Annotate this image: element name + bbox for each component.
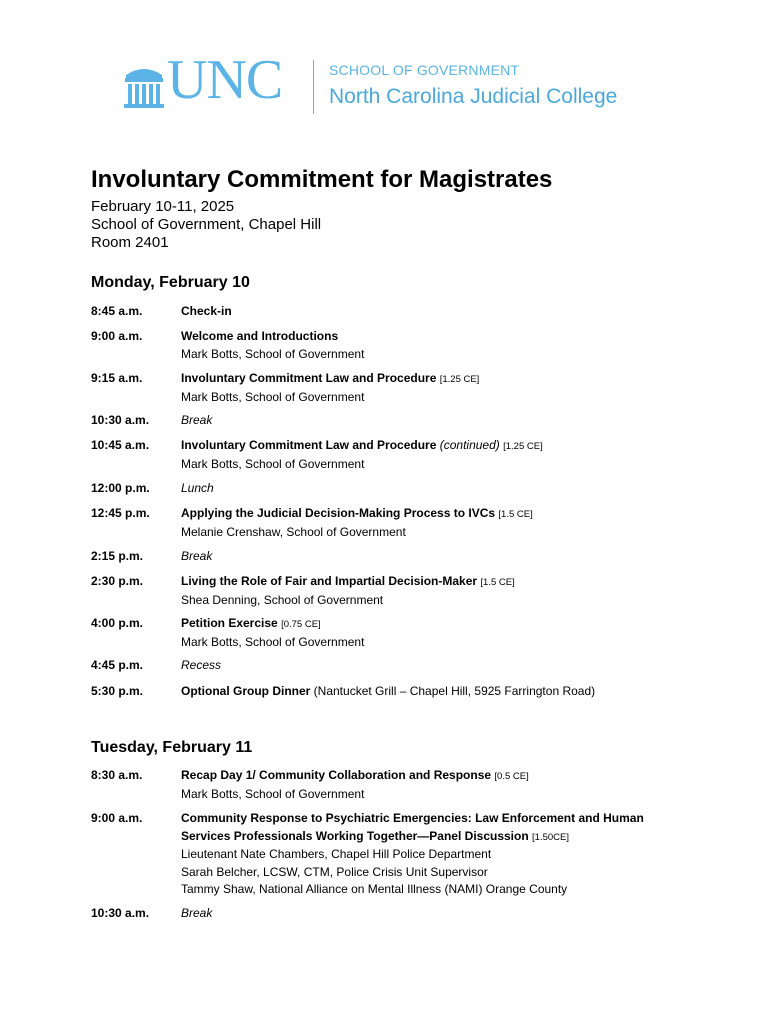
agenda-time: 9:00 a.m. <box>91 329 143 343</box>
session-speaker: Mark Botts, School of Government <box>181 389 365 404</box>
recess-label: Recess <box>181 658 222 672</box>
session-speaker: Mark Botts, School of Government <box>181 786 365 801</box>
agenda-time: 9:00 a.m. <box>91 811 143 825</box>
session-detail: (Nantucket Grill – Chapel Hill, 5925 Farrington Road) <box>313 684 596 698</box>
break-label: Break <box>181 549 213 563</box>
agenda-time: 9:15 a.m. <box>91 371 143 385</box>
school-of-government-label: SCHOOL OF GOVERNMENT <box>329 62 520 78</box>
page-title: Involuntary Commitment for Magistrates <box>91 166 553 193</box>
ce-credit: [0.75 CE] <box>281 619 321 630</box>
agenda-time: 12:00 p.m. <box>91 481 150 495</box>
session-title: Living the Role of Fair and Impartial Decision-Maker <box>181 574 478 588</box>
agenda-time: 5:30 p.m. <box>91 684 144 698</box>
ce-credit: [0.5 CE] <box>494 771 529 782</box>
day-heading-tuesday: Tuesday, February 11 <box>91 739 253 756</box>
ce-credit: [1.5 CE] <box>480 577 515 588</box>
event-dates: February 10-11, 2025 <box>91 198 235 215</box>
session-title: Welcome and Introductions <box>181 329 339 343</box>
panelist: Sarah Belcher, LCSW, CTM, Police Crisis Unit Supervisor <box>181 864 488 879</box>
panelist: Lieutenant Nate Chambers, Chapel Hill Police Department <box>181 847 492 861</box>
session-title: Check-in <box>181 304 232 318</box>
session-title: Petition Exercise <box>181 616 278 630</box>
session-title: Involuntary Commitment Law and Procedure <box>181 438 437 452</box>
day-heading-monday: Monday, February 10 <box>91 274 250 291</box>
session-title: Optional Group Dinner <box>181 684 311 698</box>
session-title: Applying the Judicial Decision-Making Process to IVCs <box>181 506 496 520</box>
agenda-time: 8:30 a.m. <box>91 768 143 782</box>
logo-divider <box>313 60 314 114</box>
old-well-logo-icon <box>124 61 164 109</box>
agenda-time: 10:45 a.m. <box>91 438 150 452</box>
ce-credit: [1.5 CE] <box>498 509 533 520</box>
session-speaker: Mark Botts, School of Government <box>181 634 365 649</box>
agenda-time: 2:30 p.m. <box>91 574 144 588</box>
unc-wordmark: UNC <box>167 49 283 111</box>
lunch-label: Lunch <box>181 481 214 495</box>
session-title-line2: Services Professionals Working Together—Panel Discussion <box>181 828 529 843</box>
session-speaker: Shea Denning, School of Government <box>181 592 384 607</box>
ce-credit: [1.25 CE] <box>439 374 480 385</box>
session-note: (continued) <box>439 438 500 452</box>
panelist: Tammy Shaw, National Alliance on Mental Illness (NAMI) Orange County <box>181 882 568 896</box>
ce-credit: [1.50CE] <box>532 831 569 843</box>
event-room: Room 2401 <box>91 234 169 251</box>
event-location: School of Government, Chapel Hill <box>91 216 322 233</box>
ce-credit: [1.25 CE] <box>503 441 543 452</box>
break-label: Break <box>181 906 213 920</box>
agenda-time: 4:00 p.m. <box>91 616 144 630</box>
agenda-time: 8:45 a.m. <box>91 304 143 318</box>
session-title: Involuntary Commitment Law and Procedure <box>181 371 437 385</box>
agenda-time: 4:45 p.m. <box>91 658 144 672</box>
agenda-time: 2:15 p.m. <box>91 549 144 563</box>
session-title: Recap Day 1/ Community Collaboration and Response <box>181 768 492 782</box>
break-label: Break <box>181 413 213 427</box>
session-speaker: Melanie Crenshaw, School of Government <box>181 524 406 539</box>
agenda-time: 12:45 p.m. <box>91 506 150 520</box>
agenda-time: 10:30 a.m. <box>91 906 150 920</box>
agenda-time: 10:30 a.m. <box>91 413 150 427</box>
session-speaker: Mark Botts, School of Government <box>181 456 365 471</box>
session-speaker: Mark Botts, School of Government <box>181 346 365 361</box>
judicial-college-label: North Carolina Judicial College <box>329 85 618 108</box>
session-title-line1: Community Response to Psychiatric Emergencies: Law Enforcement and Human <box>181 811 644 825</box>
